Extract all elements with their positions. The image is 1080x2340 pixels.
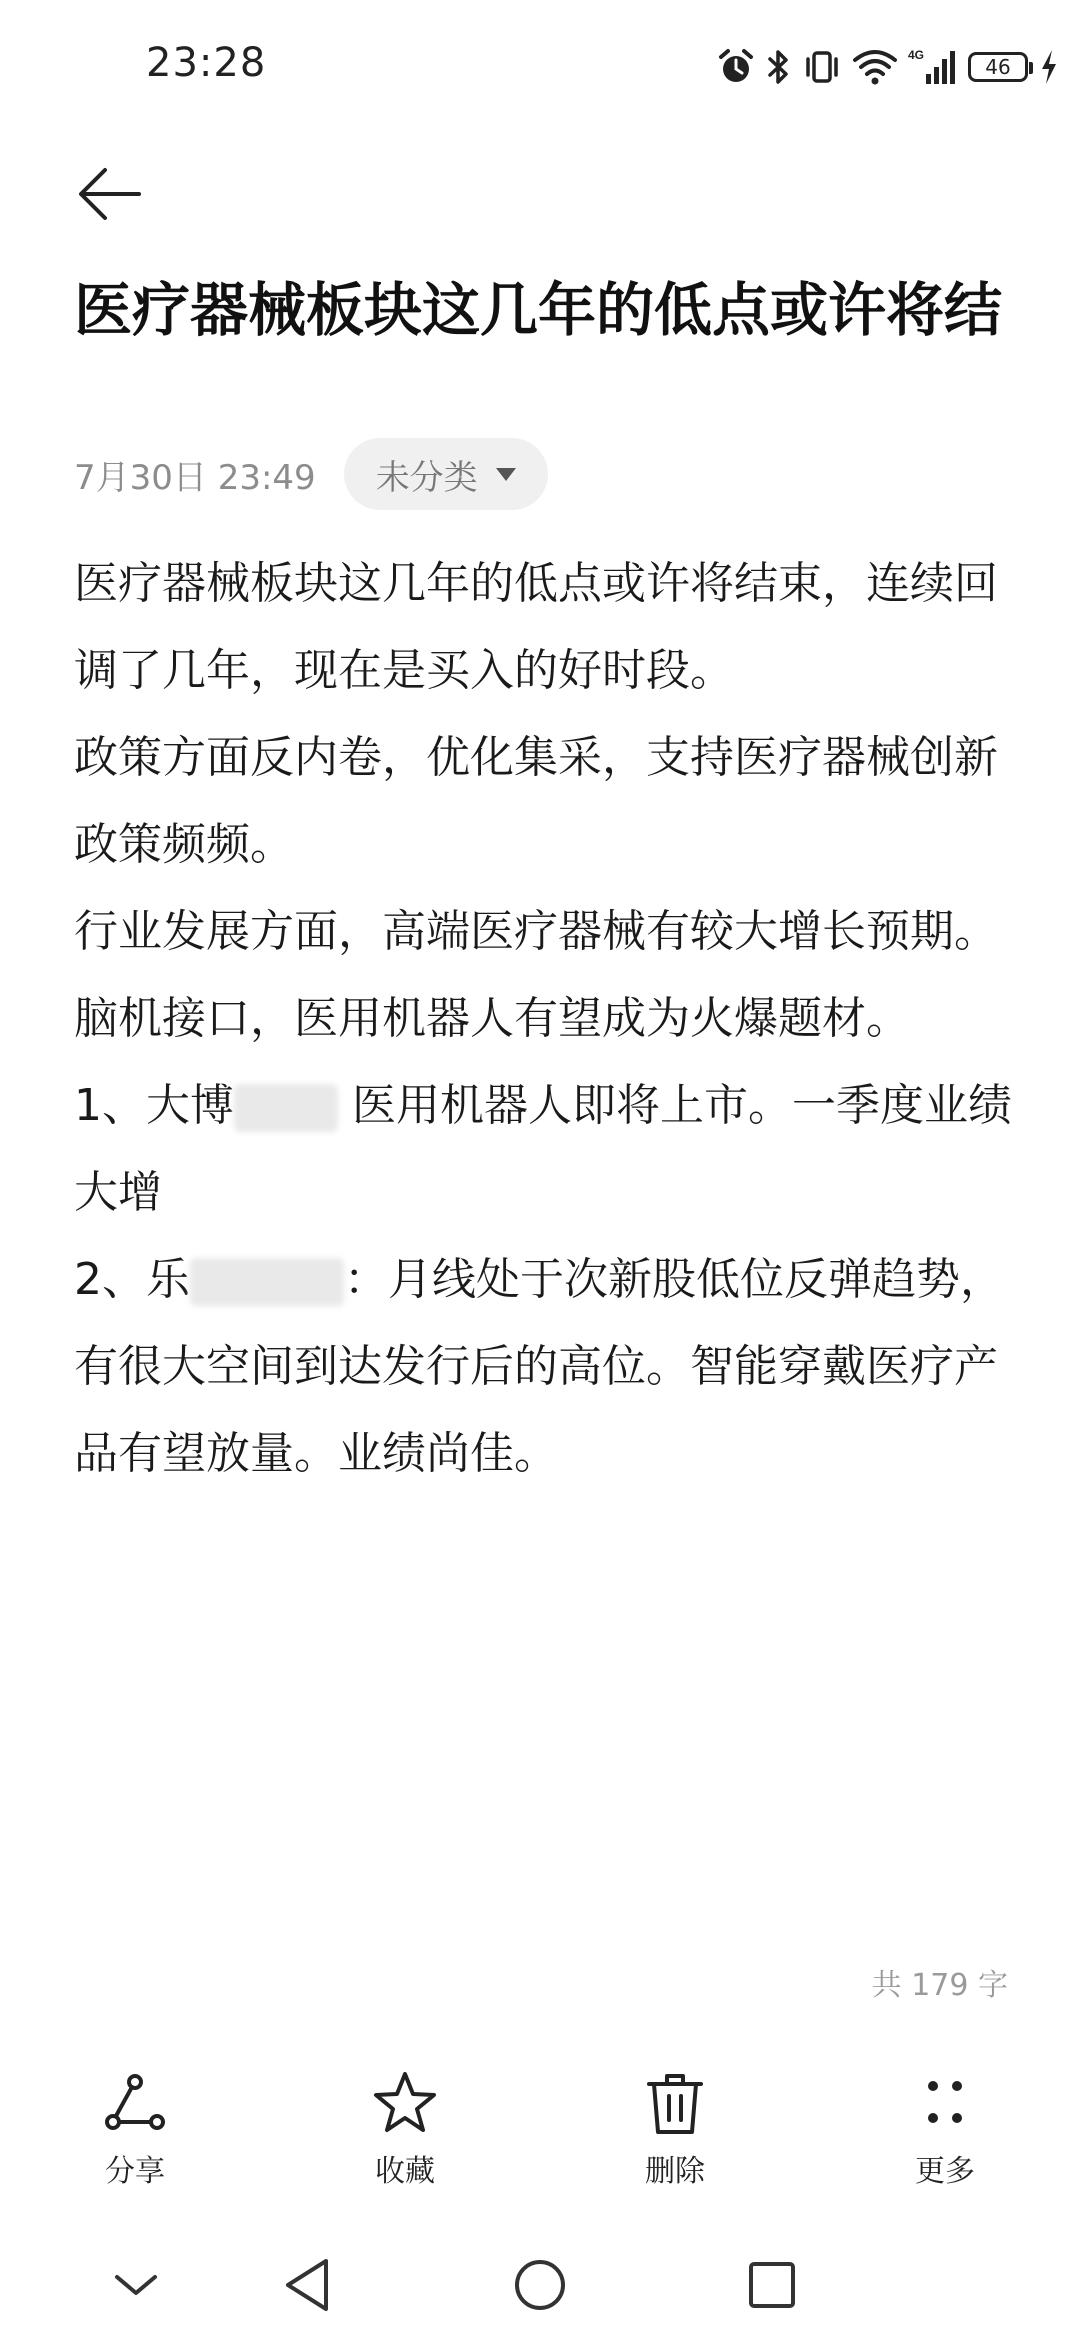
nav-back-button[interactable]	[268, 2250, 348, 2320]
more-label: 更多	[915, 2154, 975, 2189]
delete-button[interactable]	[540, 2068, 810, 2208]
redacted-text	[234, 1084, 338, 1132]
share-icon	[99, 2068, 171, 2140]
alarm-icon	[716, 47, 756, 87]
note-body[interactable]	[74, 540, 1014, 1497]
favorite-button[interactable]	[270, 2068, 540, 2208]
note-paragraph: 医疗器械板块这几年的低点或许将结束，连续回调了几年，现在是买入的好时段。	[74, 558, 998, 696]
share-button[interactable]	[0, 2068, 270, 2208]
note-paragraph	[74, 1062, 1014, 1236]
stock-item-text: ：月线处于次新股低位反弹趋势，有很大空间到达发行后的高位。智能穿戴医疗产品有望放量。业绩尚佳。	[74, 1254, 1004, 1479]
circle-home-icon	[510, 2255, 570, 2315]
vibrate-icon	[802, 47, 842, 87]
wifi-icon	[852, 47, 898, 87]
battery-icon: 46	[968, 52, 1028, 82]
arrow-left-icon	[77, 164, 143, 224]
charging-icon	[1038, 47, 1060, 87]
note-meta	[74, 438, 548, 510]
status-icons	[716, 44, 1060, 90]
star-icon	[369, 2068, 441, 2140]
stock-item-text: 医用机器人即将上市。一季度业绩大增	[74, 1080, 1012, 1218]
system-nav-bar	[0, 2240, 1080, 2330]
back-button[interactable]	[70, 158, 150, 230]
nav-home-button[interactable]	[500, 2250, 580, 2320]
word-count: 共 179 字	[871, 1968, 1008, 2003]
note-date: 7月30日 23:49	[74, 457, 316, 498]
favorite-label: 收藏	[375, 2154, 435, 2189]
svg-text:4G: 4G	[908, 48, 925, 62]
bottom-toolbar	[0, 2068, 1080, 2208]
redacted-text	[190, 1258, 344, 1306]
category-label: 未分类	[375, 457, 478, 498]
status-time: 23:28	[146, 40, 267, 86]
signal-icon	[908, 47, 958, 87]
note-paragraph: 行业发展方面，高端医疗器械有较大增长预期。脑机接口，医用机器人有望成为火爆题材。	[74, 906, 998, 1044]
note-paragraph: 政策方面反内卷，优化集采，支持医疗器械创新政策频频。	[74, 732, 998, 870]
delete-label: 删除	[645, 2154, 705, 2189]
trash-icon	[639, 2068, 711, 2140]
note-paragraph	[74, 1236, 1014, 1497]
category-dropdown[interactable]	[344, 438, 548, 510]
more-dots-icon	[909, 2068, 981, 2140]
bluetooth-icon	[766, 47, 792, 87]
more-button[interactable]	[810, 2068, 1080, 2208]
nav-recents-button[interactable]	[732, 2250, 812, 2320]
chevron-down-icon	[111, 2265, 161, 2305]
share-label: 分享	[105, 2154, 165, 2189]
dropdown-triangle-icon	[496, 468, 516, 481]
note-title[interactable]: 医疗器械板块这几年的低点或许将结	[74, 276, 1003, 344]
status-bar	[0, 0, 1080, 130]
hide-keyboard-button[interactable]	[96, 2250, 176, 2320]
stock-item-prefix: 2、乐	[74, 1254, 190, 1305]
triangle-back-icon	[280, 2255, 336, 2315]
square-recents-icon	[742, 2255, 802, 2315]
stock-item-prefix: 1、大博	[74, 1080, 234, 1131]
